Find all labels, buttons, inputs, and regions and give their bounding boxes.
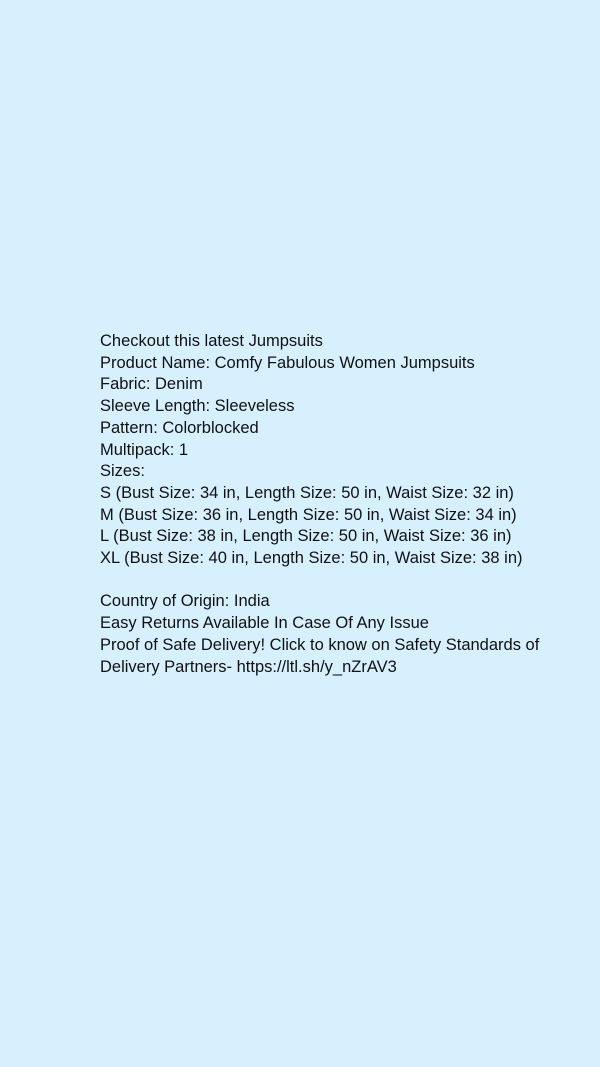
- size-item-s: S (Bust Size: 34 in, Length Size: 50 in, Waist Size: 32 in): [100, 483, 514, 502]
- product-name: Product Name: Comfy Fabulous Women Jumpsuits: [100, 353, 475, 372]
- product-headline: Checkout this latest Jumpsuits: [100, 332, 323, 350]
- sizes-heading: Sizes:: [100, 462, 145, 481]
- country-of-origin: Country of Origin: India: [100, 592, 270, 611]
- product-sleeve-length: Sleeve Length: Sleeveless: [100, 397, 295, 416]
- product-pattern: Pattern: Colorblocked: [100, 418, 259, 437]
- size-item-xl: XL (Bust Size: 40 in, Length Size: 50 in, Waist Size: 38 in): [100, 549, 523, 568]
- product-fabric: Fabric: Denim: [100, 375, 203, 394]
- returns-note: Easy Returns Available In Case Of Any Issue: [100, 614, 429, 633]
- product-multipack: Multipack: 1: [100, 440, 189, 459]
- section-spacer: [100, 570, 540, 592]
- delivery-proof-link[interactable]: Proof of Safe Delivery! Click to know on Safety Standards of Delivery Partners- https://ltl.sh/y_nZrAV3: [100, 635, 540, 676]
- product-description: [100, 331, 540, 678]
- size-item-l: L (Bust Size: 38 in, Length Size: 50 in, Waist Size: 36 in): [100, 527, 512, 546]
- size-item-m: M (Bust Size: 36 in, Length Size: 50 in, Waist Size: 34 in): [100, 505, 517, 524]
